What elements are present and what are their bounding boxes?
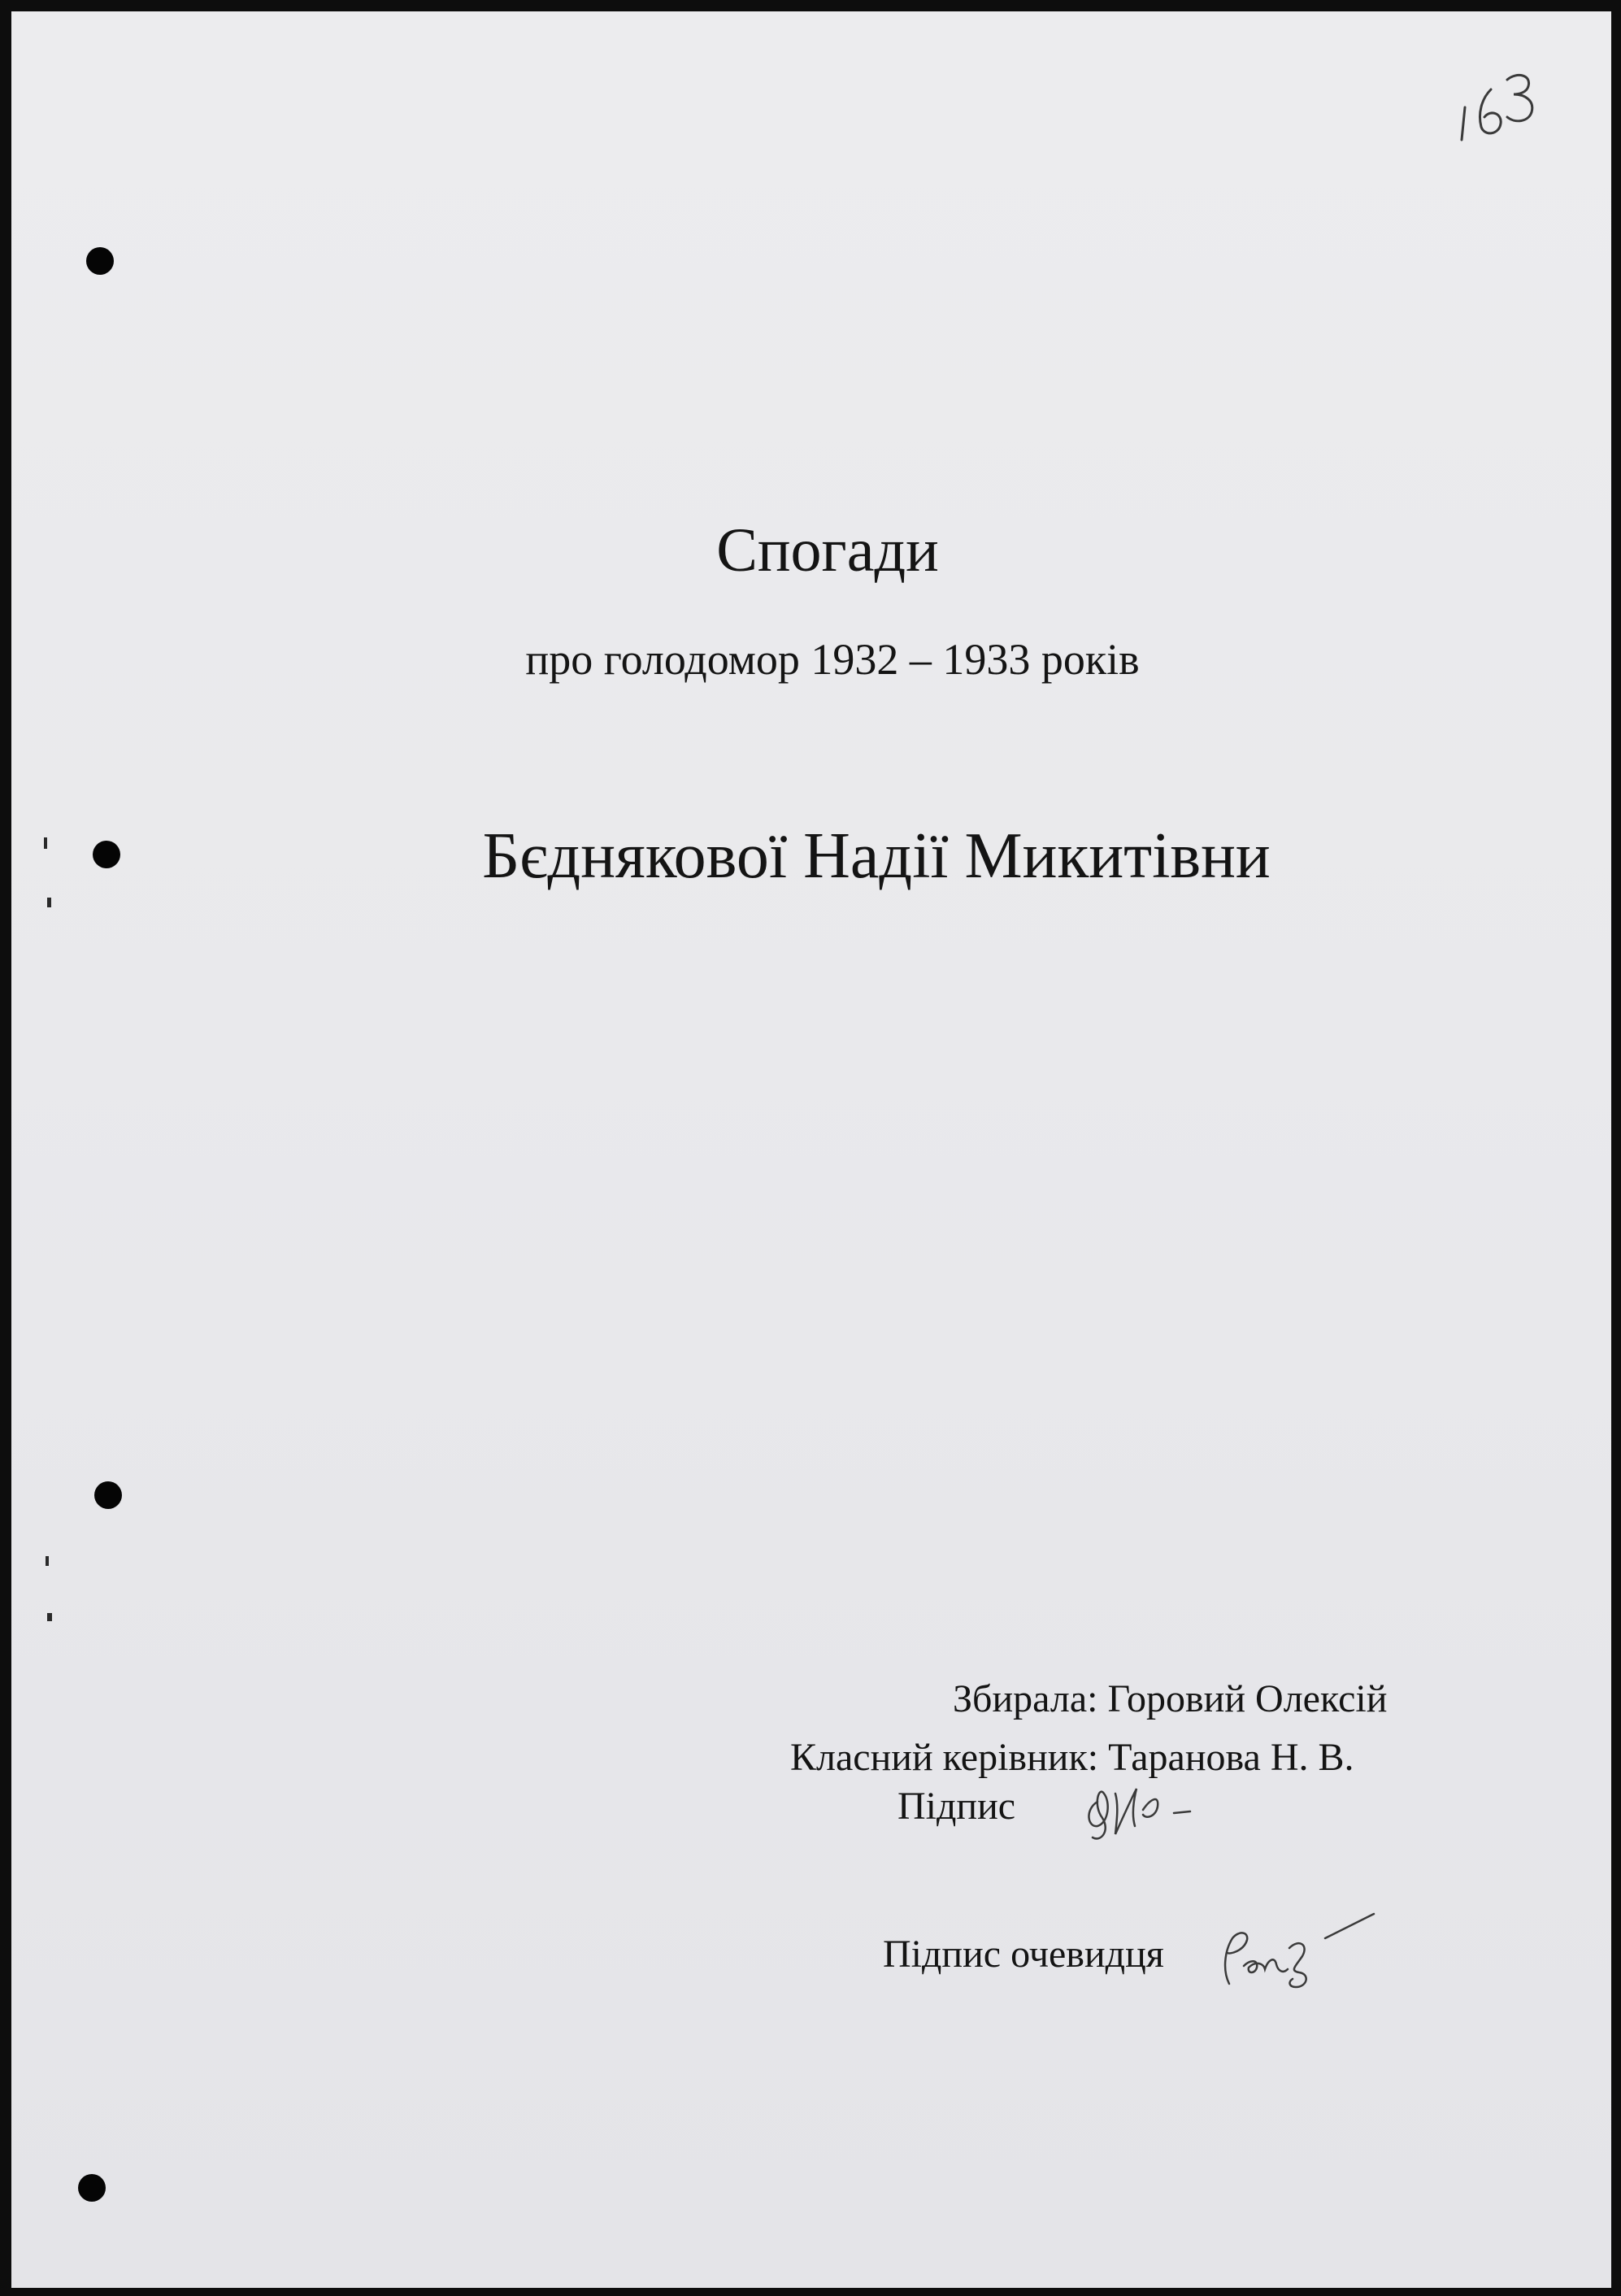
witness-signature <box>1211 1906 1390 1995</box>
document-page <box>11 11 1611 2288</box>
handwritten-page-number <box>1454 57 1543 146</box>
binding-mark <box>47 898 51 907</box>
binding-mark <box>46 1556 49 1566</box>
document-title: Спогади <box>716 516 939 585</box>
punch-hole-1 <box>86 247 114 275</box>
witness-name: Бєднякової Надії Микитівни <box>482 820 1271 892</box>
witness-signature-label: Підпис очевидця <box>883 1933 1164 1976</box>
binding-mark <box>47 1613 52 1621</box>
signature-label: Підпис <box>897 1785 1016 1828</box>
punch-hole-4 <box>78 2174 106 2202</box>
collector-line: Збирала: Горовий Олексій <box>953 1677 1388 1720</box>
punch-hole-3 <box>94 1481 122 1509</box>
teacher-line: Класний керівник: Таранова Н. В. <box>790 1736 1354 1779</box>
document-subtitle: про голодомор 1932 – 1933 років <box>525 635 1140 684</box>
teacher-signature <box>1068 1769 1231 1850</box>
